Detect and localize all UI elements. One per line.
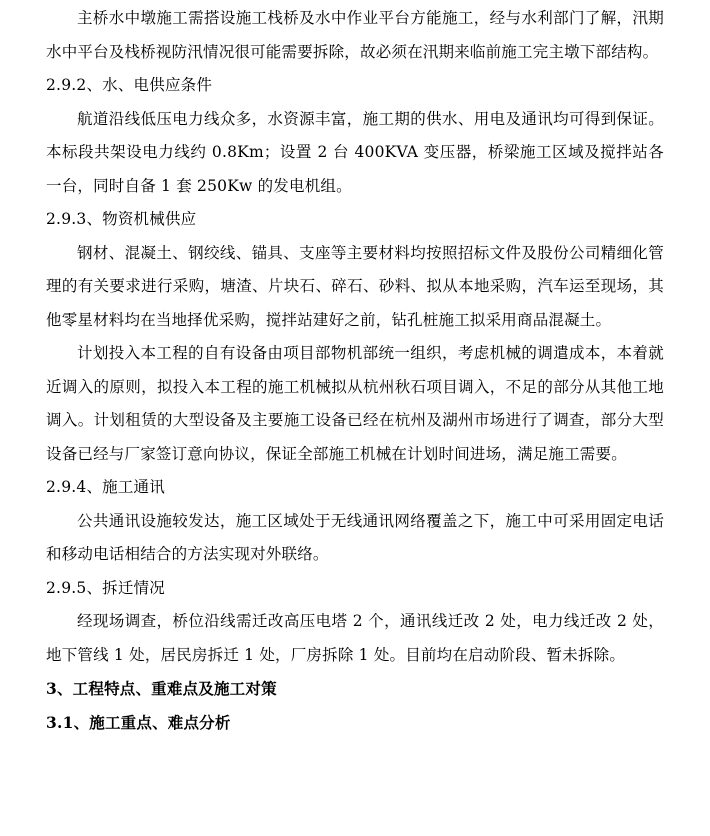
heading-3: 3、工程特点、重难点及施工对策 bbox=[46, 679, 277, 698]
heading-2-9-5: 2.9.5、拆迁情况 bbox=[46, 578, 165, 597]
heading-2-9-3: 2.9.3、物资机械供应 bbox=[46, 210, 197, 228]
paragraph-flood-season: 主桥水中墩施工需搭设施工栈桥及水中作业平台方能施工，经与水利部门了解，汛期水中平台及栈桥视防汛情况很可能需要拆除，故必须在汛期来临前施工完主墩下部结构。 bbox=[46, 9, 664, 61]
heading-3-1: 3.1、施工重点、难点分析 bbox=[46, 712, 231, 732]
paragraph-materials: 钢材、混凝土、钢绞线、锚具、支座等主要材料均按照招标文件及股份公司精细化管理的有关要求进行采购，塘渣、片块石、碎石、砂料、拟从本地采购，汽车运至现场，其他零星材料均在当地择优采购，搅拌站建好之前，钻孔桩施工拟采用商品混凝土。 bbox=[46, 243, 664, 329]
document-body bbox=[46, 2, 664, 739]
paragraph-equipment: 计划投入本工程的自有设备由项目部物机部统一组织，考虑机械的调遣成本，本着就近调入的原则，拟投入本工程的施工机械拟从杭州秋石项目调入，不足的部分从其他工地调入。计划租赁的大型设备及主要施工设备已经在杭州及湖州市场进行了调查，部分大型设备已经与厂家签订意向协议，保证全部施工机械在计划时间进场，满足施工需要。 bbox=[46, 344, 664, 463]
heading-2-9-2: 2.9.2、水、电供应条件 bbox=[46, 76, 213, 94]
heading-2-9-4: 2.9.4、施工通讯 bbox=[46, 478, 165, 496]
paragraph-communication: 公共通讯设施较发达，施工区域处于无线通讯网络覆盖之下，施工中可采用固定电话和移动电话相结合的方法实现对外联络。 bbox=[46, 511, 664, 563]
paragraph-water-power: 航道沿线低压电力线众多，水资源丰富，施工期的供水、用电及通讯均可得到保证。本标段共架设电力线约 0.8Km；设置 2 台 400KVA 变压器，桥梁施工区域及搅拌站各一台，同时自备 1 套 250Kw 的发电机组。 bbox=[46, 109, 664, 195]
paragraph-relocation: 经现场调查，桥位沿线需迁改高压电塔 2 个，通讯线迁改 2 处，电力线迁改 2 处，地下管线 1 处，居民房拆迁 1 处，厂房拆除 1 处。目前均在启动阶段、暂未拆除。 bbox=[46, 612, 664, 664]
